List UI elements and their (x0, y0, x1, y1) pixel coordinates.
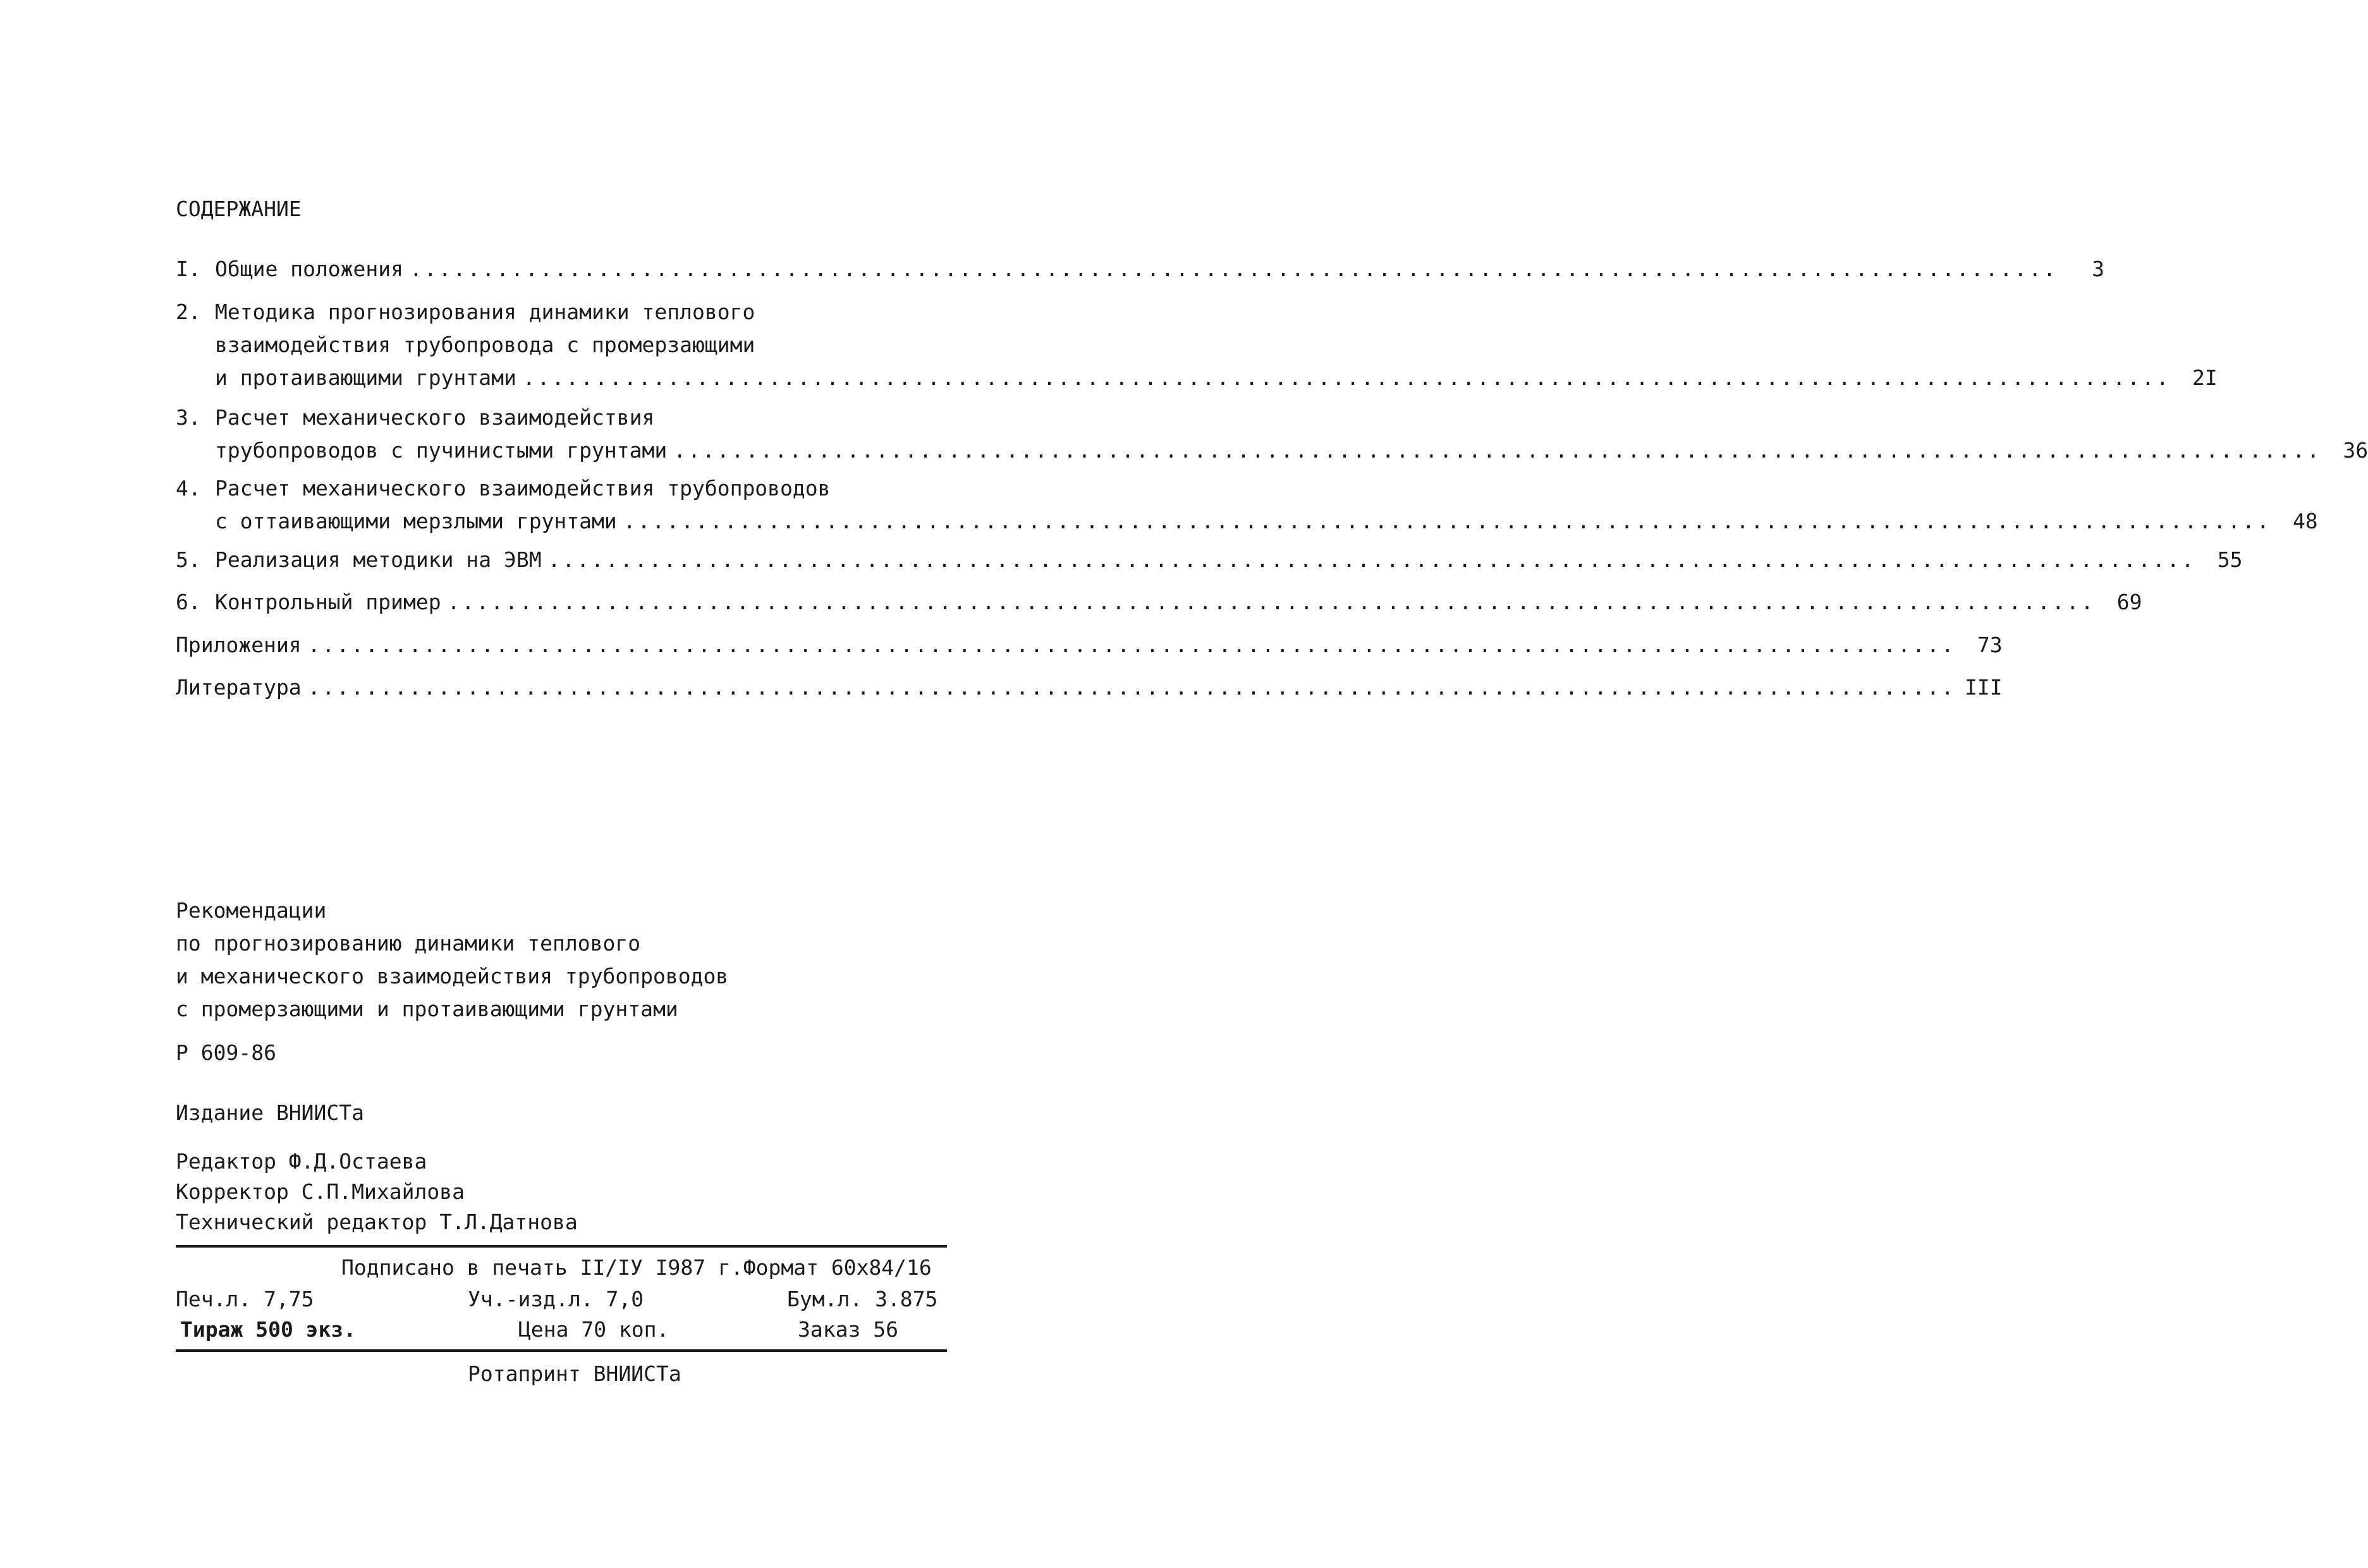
editor: Редактор Ф.Д.Остаева (176, 1149, 427, 1174)
toc-item (176, 472, 2318, 538)
toc-text: и протаивающими грунтами (215, 365, 516, 390)
toc-number: 4. (176, 476, 201, 501)
toc-entry-row (215, 434, 2368, 467)
toc-page-number: 36 (2343, 438, 2368, 463)
signed-to-print: Подписано в печать II/IУ I987 г.Формат 60х84/16 (341, 1255, 932, 1280)
technical-editor: Технический редактор Т.Л.Датнова (176, 1210, 578, 1234)
title-line: по прогнозированию динамики теплового (176, 931, 641, 956)
toc-item (176, 544, 2243, 576)
title-line: и механического взаимодействия трубопроводов (176, 964, 729, 988)
title-line: Рекомендации (176, 898, 327, 923)
toc-item (176, 671, 2003, 704)
price: Цена 70 коп. (518, 1317, 669, 1342)
toc-text: Расчет механического взаимодействия трубопроводов (215, 476, 831, 501)
dot-leader: .................................................................................................................. (522, 365, 2171, 390)
publication-title (176, 894, 728, 1026)
toc-line (176, 472, 934, 505)
toc-number: 3. (176, 405, 201, 430)
toc-line (176, 586, 2142, 619)
bottom-rule (176, 1349, 947, 1352)
paper-sheets: Бум.л. 3.875 (787, 1287, 938, 1311)
dot-leader: .................................................................................................................. (623, 509, 2271, 533)
toc-item (176, 629, 2003, 662)
circulation: Тираж 500 экз. (180, 1317, 357, 1342)
toc-text: с оттаивающими мерзлыми грунтами (215, 509, 617, 533)
title-line: с промерзающими и протаивающими грунтами (176, 997, 678, 1021)
toc-item (176, 253, 2104, 286)
toc-heading: СОДЕРЖАНИЕ (176, 197, 302, 221)
dot-leader: .................................................................................................................. (547, 547, 2196, 572)
toc-page-number: 73 (1977, 633, 2003, 657)
toc-text: взаимодействия трубопровода с промерзающими (215, 332, 755, 357)
toc-item (176, 401, 2368, 467)
order-number: Заказ 56 (798, 1317, 898, 1342)
proofreader: Корректор С.П.Михайлова (176, 1179, 465, 1204)
document-code: Р 609-86 (176, 1040, 276, 1065)
dot-leader: .................................................................................................................. (673, 438, 2322, 463)
toc-line (176, 544, 2243, 576)
dot-leader: .................................................................................................................. (307, 675, 1956, 700)
toc-entry-row (215, 505, 2318, 538)
print-sheets: Печ.л. 7,75 (176, 1287, 314, 1311)
toc-entry-row (215, 362, 2218, 394)
toc-number: I. (176, 257, 201, 281)
toc-page-number: 55 (2217, 547, 2243, 572)
toc-text: Общие положения (215, 257, 404, 281)
toc-entry-row (215, 544, 2243, 576)
toc-text: Литература (176, 675, 302, 700)
dot-leader: .................................................................................................................. (307, 633, 1956, 657)
toc-line (176, 671, 2003, 704)
dot-leader: .................................................................................................................. (447, 590, 2096, 614)
toc-text: Контрольный пример (215, 590, 441, 614)
publisher: Издание ВНИИСТа (176, 1100, 365, 1125)
toc-entry-row (176, 671, 2003, 704)
toc-page-number: 3 (2092, 257, 2104, 281)
toc-page-number: 48 (2292, 509, 2318, 533)
toc-line (176, 329, 934, 362)
toc-line (176, 253, 2104, 286)
toc-item (176, 296, 2218, 394)
edition-sheets: Уч.-изд.л. 7,0 (468, 1287, 644, 1311)
toc-page-number: III (1965, 675, 2003, 700)
toc-number: 6. (176, 590, 201, 614)
toc-line (176, 362, 2218, 394)
toc-line (176, 629, 2003, 662)
toc-line (176, 505, 2318, 538)
toc-line (176, 401, 934, 434)
top-rule (176, 1245, 947, 1248)
toc-number: 2. (176, 300, 201, 324)
toc-number: 5. (176, 547, 201, 572)
toc-item (176, 586, 2142, 619)
toc-line (176, 296, 934, 329)
toc-entry-row (215, 586, 2142, 619)
toc-entry-row (176, 629, 2003, 662)
toc-text: Расчет механического взаимодействия (215, 405, 655, 430)
toc-text: Приложения (176, 633, 302, 657)
toc-line (176, 434, 2368, 467)
toc-page-number: 2I (2192, 365, 2218, 390)
dot-leader: .................................................................................................................. (410, 257, 2058, 281)
toc-page-number: 69 (2116, 590, 2142, 614)
toc-text: Методика прогнозирования динамики теплового (215, 300, 755, 324)
toc-text: трубопроводов с пучинистыми грунтами (215, 438, 668, 463)
printer: Ротапринт ВНИИСТа (468, 1361, 681, 1386)
toc-entry-row (215, 253, 2104, 286)
toc-text: Реализация методики на ЭВМ (215, 547, 542, 572)
